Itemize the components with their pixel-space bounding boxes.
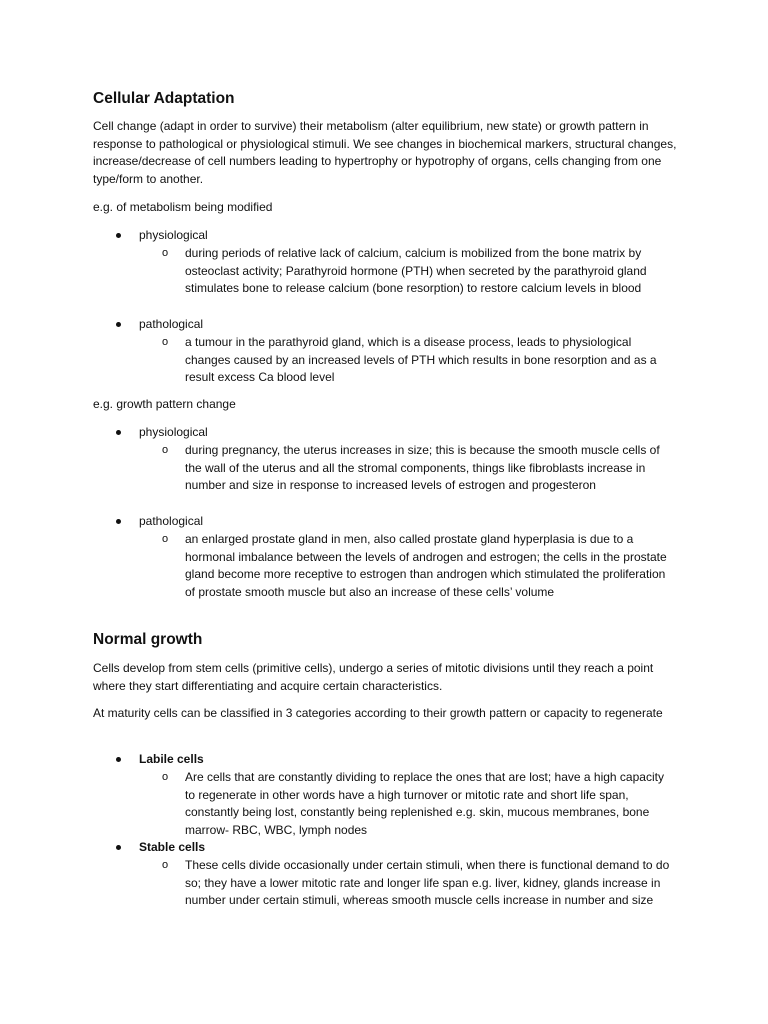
section-title-cellular-adaptation: Cellular Adaptation (93, 90, 235, 107)
bullet-growth-pathological (116, 513, 203, 531)
sub-item-growth-physiological (162, 442, 672, 495)
sub-bullet-marker: o (162, 444, 169, 456)
sub-item-text: Are cells that are constantly dividing to replace the ones that are lost; have a high capacity to regenerate in other words have a high turnover or mitotic rate and short life span, constantly being lost, constantly being replenished e.g. skin, mucous membranes, bone marrow- RBC, WBC, lymph nodes (185, 770, 664, 837)
bullet-label: Labile cells (139, 752, 204, 766)
bullet-label: pathological (139, 317, 204, 331)
sub-item-text: These cells divide occasionally under certain stimuli, when there is functional demand to do so; they have a lower mitotic rate and longer life span e.g. liver, kidney, glands increase in number under certain stimuli, whereas smooth muscle cells increase in number and size (185, 858, 670, 908)
example-metabolism-label: e.g. of metabolism being modified (93, 200, 273, 214)
bullet-metabolism-physiological (116, 227, 208, 245)
sub-item-text: during periods of relative lack of calcium, calcium is mobilized from the bone matrix by osteoclast activity; Parathyroid hormone (PTH) when secreted by the parathyroid gland stimulates bone to release calcium (bone resorption) to restore calcium levels in blood (185, 246, 647, 296)
normal-growth-paragraph-2: At maturity cells can be classified in 3 categories according to their growth pattern or capacity to regenerate (93, 706, 663, 720)
bullet-labile-cells (116, 751, 204, 769)
bullet-label: pathological (139, 514, 204, 528)
sub-item-text: an enlarged prostate gland in men, also called prostate gland hyperplasia is due to a hormonal imbalance between the levels of androgen and estrogen; the cells in the prostate gland become more receptive to estrogen than androgen which stimulated the proliferation of prostate smooth muscle but also an increase of these cells’ volume (185, 532, 667, 599)
sub-bullet-marker: o (162, 336, 169, 348)
sub-bullet-marker: o (162, 533, 169, 545)
bullet-label: physiological (139, 425, 208, 439)
bullet-stable-cells (116, 839, 205, 857)
sub-item-metabolism-physiological (162, 245, 672, 298)
sub-bullet-marker: o (162, 771, 169, 783)
intro-paragraph: Cell change (adapt in order to survive) their metabolism (alter equilibrium, new state) or growth pattern in response to pathological or physiological stimuli. We see changes in biochemical markers, structural changes, increase/decrease of cell numbers leading to hypertrophy or hypotrophy of organs, cells changing from one type/form to another. (93, 119, 677, 186)
sub-item-stable-cells (162, 857, 672, 910)
sub-item-labile-cells (162, 769, 672, 839)
sub-item-growth-pathological (162, 531, 672, 601)
sub-item-text: during pregnancy, the uterus increases in size; this is because the smooth muscle cells of the wall of the uterus and all the stromal components, things like fibroblasts increase in number and size in response to increased levels of estrogen and progesteron (185, 443, 660, 493)
sub-bullet-marker: o (162, 859, 169, 871)
bullet-growth-physiological (116, 424, 208, 442)
sub-bullet-marker: o (162, 247, 169, 259)
bullet-label: physiological (139, 228, 208, 242)
normal-growth-paragraph-1: Cells develop from stem cells (primitive cells), undergo a series of mitotic divisions until they reach a point where they start differentiating and acquire certain characteristics. (93, 661, 654, 693)
sub-item-text: a tumour in the parathyroid gland, which is a disease process, leads to physiological changes caused by an increased levels of PTH which results in bone resorption and as a result excess Ca blood level (185, 335, 657, 385)
section-title-normal-growth: Normal growth (93, 631, 203, 648)
bullet-label: Stable cells (139, 840, 206, 854)
bullet-metabolism-pathological (116, 316, 203, 334)
sub-item-metabolism-pathological (162, 334, 672, 387)
example-growth-label: e.g. growth pattern change (93, 397, 236, 411)
